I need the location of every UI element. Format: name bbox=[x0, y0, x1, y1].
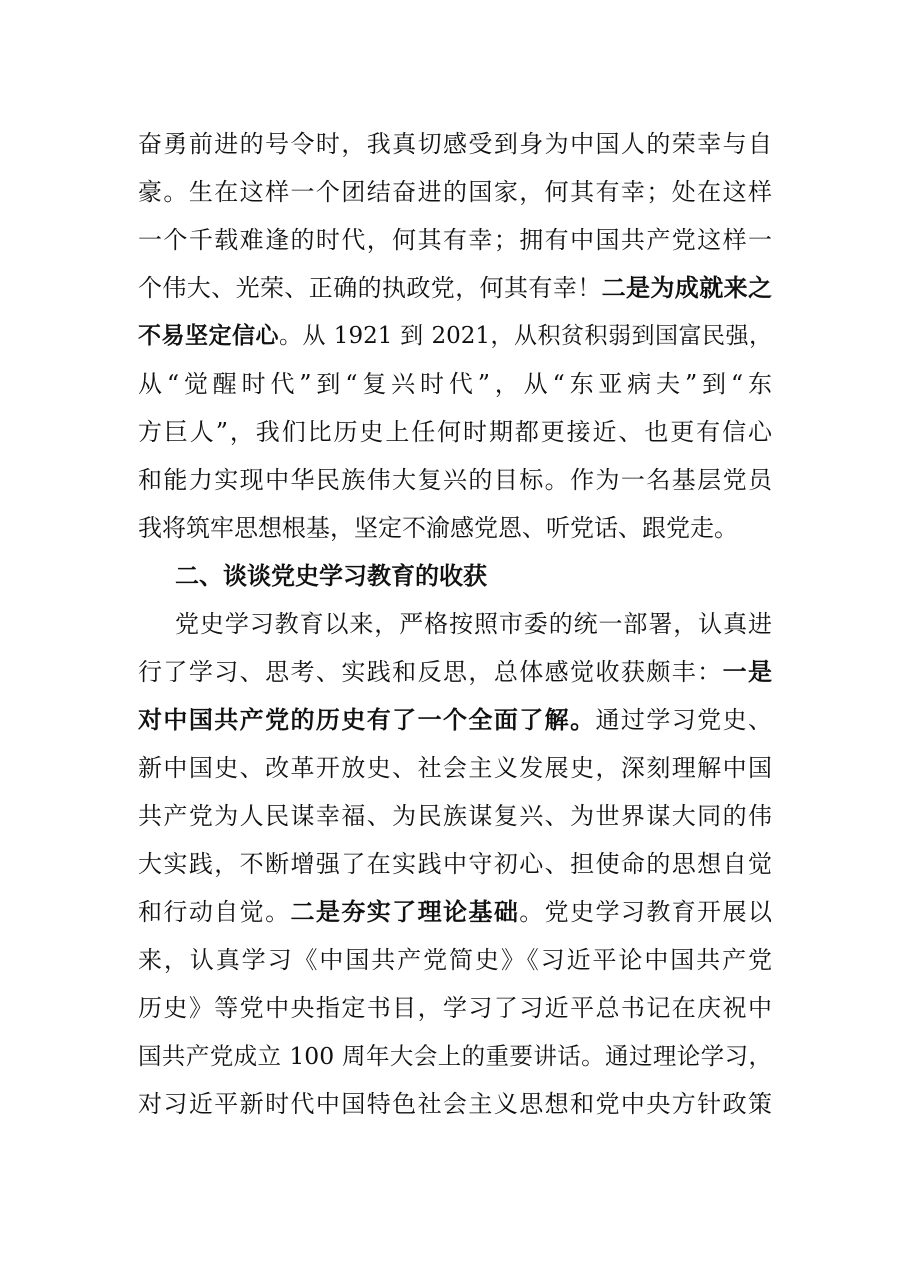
text-run: 大实践，不断增强了在实践中守初心、担使命的思想自觉 bbox=[138, 850, 772, 878]
paragraph-line bbox=[138, 796, 772, 836]
paragraph-line bbox=[138, 316, 772, 356]
paragraph-line bbox=[138, 748, 772, 788]
paragraph-line bbox=[138, 940, 772, 980]
bold-text-run: 二是夯实了理论基础 bbox=[290, 898, 520, 926]
paragraph-line bbox=[175, 604, 772, 644]
text-run: 一个千载难逢的时代，何其有幸；拥有中国共产党这样一 bbox=[138, 226, 772, 254]
text-run: 历史》等党中央指定书目，学习了习近平总书记在庆祝中 bbox=[138, 994, 772, 1022]
text-run: 共产党为人民谋幸福、为民族谋复兴、为世界谋大同的伟 bbox=[138, 802, 772, 830]
text-run: 对习近平新时代中国特色社会主义思想和党中央方针政策 bbox=[138, 1090, 772, 1118]
text-run: 行了学习、思考、实践和反思，总体感觉收获颇丰： bbox=[138, 658, 723, 686]
paragraph-line bbox=[138, 364, 772, 404]
text-run: 来，认真学习《中国共产党简史》《习近平论中国共产党 bbox=[138, 946, 772, 974]
section-heading bbox=[175, 556, 487, 596]
text-run: 新中国史、改革开放史、社会主义发展史，深刻理解中国 bbox=[138, 754, 772, 782]
paragraph-line bbox=[138, 508, 772, 548]
heading-text: 二、谈谈党史学习教育的收获 bbox=[175, 562, 487, 590]
text-run: 。从 1921 到 2021，从积贫积弱到国富民强， bbox=[279, 323, 772, 349]
text-run: 奋勇前进的号令时，我真切感受到身为中国人的荣幸与自 bbox=[138, 130, 772, 158]
text-run: 我将筑牢思想根基，坚定不渝感党恩、听党话、跟党走。 bbox=[138, 514, 738, 542]
text-run: 和行动自觉。 bbox=[138, 898, 291, 926]
paragraph-line bbox=[138, 1036, 772, 1076]
bold-text-run: 一是 bbox=[722, 658, 773, 686]
paragraph-line bbox=[138, 988, 772, 1028]
paragraph-line bbox=[138, 652, 772, 692]
text-run: 个伟大、光荣、正确的执政党，何其有幸！ bbox=[138, 274, 602, 302]
text-run: 通过学习党史、 bbox=[595, 706, 772, 734]
bold-text-run: 不易坚定信心 bbox=[138, 323, 279, 349]
text-run: 党史学习教育以来，严格按照市委的统一部署，认真进 bbox=[175, 610, 772, 638]
paragraph-line bbox=[138, 1084, 772, 1124]
text-run: 和能力实现中华民族伟大复兴的目标。作为一名基层党员 bbox=[138, 466, 772, 494]
paragraph-line bbox=[138, 700, 772, 740]
paragraph-line bbox=[138, 412, 772, 452]
paragraph-line bbox=[138, 844, 772, 884]
paragraph-line bbox=[138, 892, 772, 932]
paragraph-line bbox=[138, 172, 772, 212]
text-run: 。党史学习教育开展以 bbox=[519, 898, 772, 926]
text-run: 从“觉醒时代”到“复兴时代”，从“东亚病夫”到“东 bbox=[138, 370, 772, 398]
paragraph-line bbox=[138, 220, 772, 260]
text-run: 国共产党成立 100 周年大会上的重要讲话。通过理论学习， bbox=[138, 1042, 772, 1070]
bold-text-run: 对中国共产党的历史有了一个全面了解。 bbox=[138, 706, 596, 734]
text-run: 方巨人”，我们比历史上任何时期都更接近、也更有信心 bbox=[138, 418, 772, 446]
paragraph-line bbox=[138, 460, 772, 500]
paragraph-line bbox=[138, 124, 772, 164]
paragraph-line bbox=[138, 268, 772, 308]
text-run: 豪。生在这样一个团结奋进的国家，何其有幸；处在这样 bbox=[138, 178, 772, 206]
bold-text-run: 二是为成就来之 bbox=[601, 274, 773, 302]
